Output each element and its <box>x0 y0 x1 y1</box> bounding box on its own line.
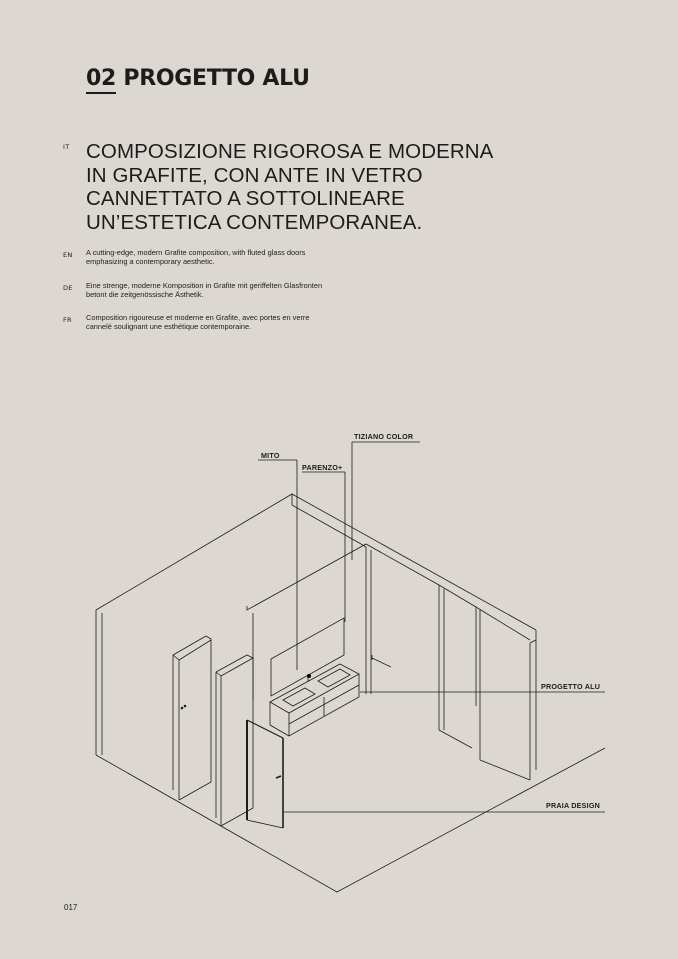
right-column-top <box>439 585 476 706</box>
floor-joint <box>439 730 472 748</box>
vanity-bottom <box>270 725 289 736</box>
description-line: A cutting-edge, modern Grafite composition, with fluted glass doors <box>86 248 306 257</box>
left-wall <box>96 494 292 755</box>
description-line: Eine strenge, moderne Komposition in Grafite mit geriffelten Glasfronten <box>86 281 323 290</box>
shower-handle <box>276 776 281 778</box>
lang-code-it: IT <box>63 143 70 151</box>
back-wall-top-inner <box>292 505 361 544</box>
headline-line: COMPOSIZIONE RIGOROSA E MODERNA <box>86 140 494 163</box>
description-line: emphasizing a contemporary aesthetic. <box>86 257 215 267</box>
basin-right <box>318 669 350 687</box>
faucet-head <box>307 674 311 678</box>
towel-rail <box>372 658 391 667</box>
section-number: 02 <box>86 66 116 94</box>
description-line: cannelé soulignant une esthétique contemporaine. <box>86 322 252 332</box>
section-title: PROGETTO ALU <box>123 66 310 91</box>
right-wall-base <box>480 760 530 780</box>
back-wall-top <box>292 494 536 630</box>
description-line: Composition rigoureuse et moderne en Grafite, avec portes en verre <box>86 313 310 322</box>
page-number: 017 <box>64 903 78 912</box>
lang-code-de: DE <box>63 284 73 292</box>
label-parenzo: PARENZO+ <box>302 463 343 472</box>
door-handle <box>184 705 187 708</box>
lang-code-fr: FR <box>63 316 72 324</box>
headline-line: UN’ESTETICA CONTEMPORANEA. <box>86 210 423 234</box>
shower-glass-base <box>247 820 283 828</box>
shower-wall-top <box>216 672 221 676</box>
floor-edge <box>96 748 605 892</box>
left-door-top <box>173 655 179 660</box>
label-progetto-alu: PROGETTO ALU <box>541 682 601 691</box>
rear-partition <box>247 544 439 610</box>
label-praia-design: PRAIA DESIGN <box>546 801 601 810</box>
left-door-top-2 <box>179 640 211 660</box>
description-line: betont die zeitgenössische Ästhetik. <box>86 290 204 300</box>
label-tiziano-color: TIZIANO COLOR <box>354 432 414 441</box>
door-handle <box>181 707 184 710</box>
headline-line: CANNETTATO A SOTTOLINEARE <box>86 187 405 210</box>
label-mito: MITO <box>261 451 280 460</box>
headline-line: IN GRAFITE, CON ANTE IN VETRO <box>86 163 423 187</box>
basin-left <box>283 688 315 706</box>
right-wall-cap <box>530 640 536 643</box>
lang-code-en: EN <box>63 251 73 259</box>
